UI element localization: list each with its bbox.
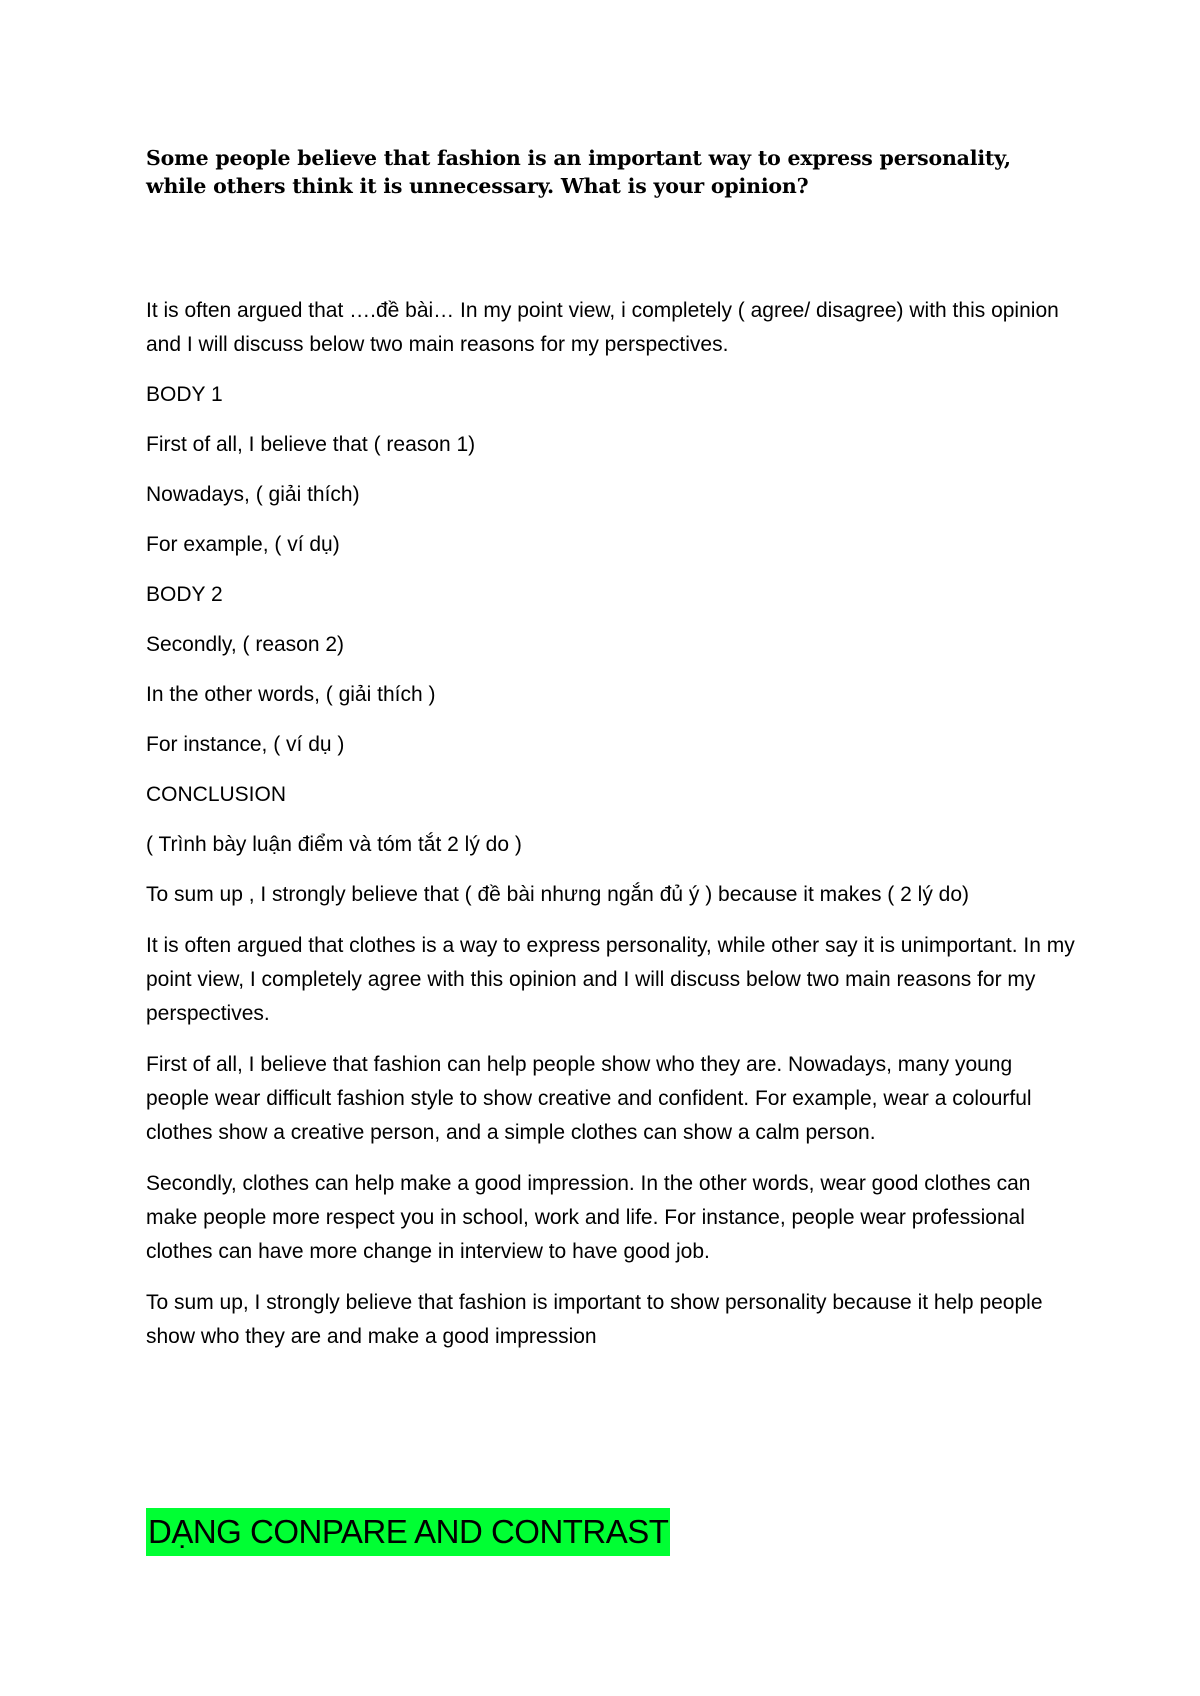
template-intro: It is often argued that ….đề bài… In my point view, i completely ( agree/ disagree) with this opinion and I will discuss below two main reasons for my perspectives. [146, 299, 1059, 356]
template-body1-explain: Nowadays, ( giải thích) [146, 483, 360, 506]
template-body2-reason: Secondly, ( reason 2) [146, 633, 345, 656]
template-conclusion-note: ( Trình bày luận điểm và tóm tắt 2 lý do ) [146, 833, 522, 856]
template-body1-example: For example, ( ví dụ) [146, 533, 340, 556]
sample-intro-paragraph: It is often argued that clothes is a way to express personality, while other say it is unimportant. In my point view, I completely agree with this opinion and I will discuss below two main reasons for my perspectives. [146, 934, 1075, 1025]
sample-conclusion-paragraph: To sum up, I strongly believe that fashion is important to show personality because it help people show who they are and make a good impression [146, 1291, 1043, 1348]
document-body [146, 144, 1076, 1354]
template-body1-reason: First of all, I believe that ( reason 1) [146, 433, 476, 456]
sample-body2-paragraph: Secondly, clothes can help make a good impression. In the other words, wear good clothes can make people more respect you in school, work and life. For instance, people wear professional clothes can have more change in interview to have good job. [146, 1172, 1031, 1263]
essay-question: Some people believe that fashion is an important way to express personality, while others think it is unnecessary. What is your opinion? [146, 146, 1011, 198]
template-body2-example: For instance, ( ví dụ ) [146, 733, 345, 756]
template-conclusion-label: CONCLUSION [146, 783, 287, 806]
template-body2-label: BODY 2 [146, 583, 223, 606]
sample-body1-paragraph: First of all, I believe that fashion can help people show who they are. Nowadays, many young people wear difficult fashion style to show creative and confident. For example, wear a colourful clothes show a creative person, and a simple clothes can show a calm person. [146, 1053, 1032, 1144]
template-body1-label: BODY 1 [146, 383, 223, 406]
template-body2-explain: In the other words, ( giải thích ) [146, 683, 436, 706]
section-heading: DẠNG CONPARE AND CONTRAST [146, 1508, 670, 1556]
template-conclusion-text: To sum up , I strongly believe that ( đề bài nhưng ngắn đủ ý ) because it makes ( 2 lý do) [146, 883, 969, 906]
section-heading-wrap [146, 1508, 670, 1556]
